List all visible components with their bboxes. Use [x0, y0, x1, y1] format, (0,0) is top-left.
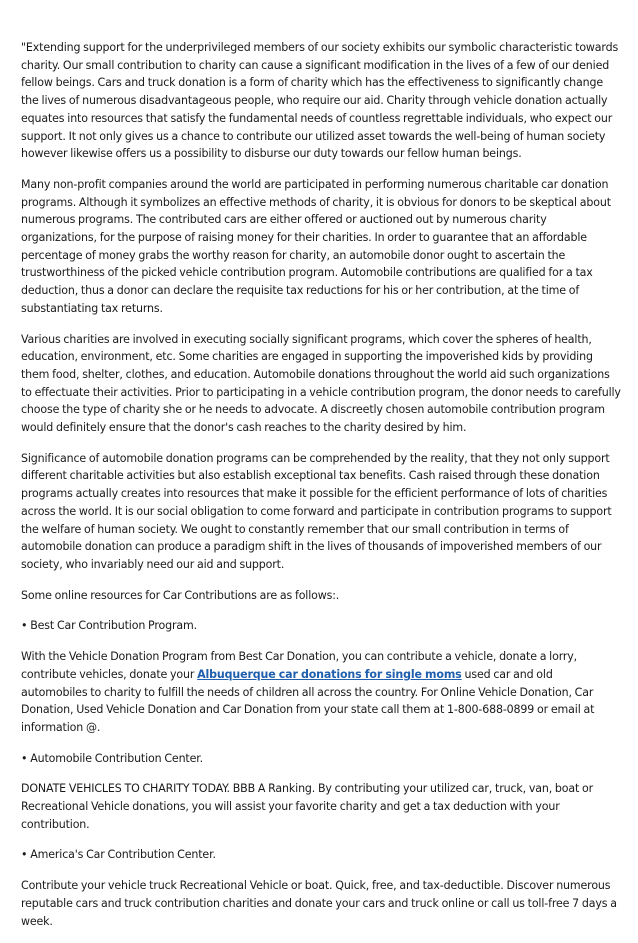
- paragraph-contribute-vehicle: Contribute your vehicle truck Recreational Vehicle or boat. Quick, free, and tax-deductible. Discover numerous reputable cars and truck contribution charities and donate your cars and truck online or call us toll-free 7 days a week.: [21, 879, 617, 928]
- bullet-americas-car-contribution-center: • America's Car Contribution Center.: [21, 848, 216, 862]
- paragraph-charities: Various charities are involved in executing socially significant programs, which cover the spheres of health, education, environment, etc. Some charities are engaged in supporting the impoverished kids by providing them food, shelter, clothes, and education. Automobile donations throughout the world aid such organizations to effectuate their activities. Prior to participating in a vehicle contribution program, the donor needs to carefully choose the type of charity she or he needs to advocate. A discreetly chosen automobile contribution program would definitely ensure that the donor's cash reaches to the charity desired by him.: [21, 332, 621, 435]
- paragraph-non-profits: Many non-profit companies around the world are participated in performing numerous charitable car donation programs. Although it symbolizes an effective methods of charity, it is obvious for donors to be skeptical about numerous programs. The contributed cars are either offered or auctioned out by numerous charity organizations, for the purpose of raising money for their charities. In order to guarantee that an affordable percentage of money grabs the worthy reason for charity, an automobile donor ought to ascertain the trustworthiness of the picked vehicle contribution program. Automobile contributions are qualified for a tax deduction, thus a donor can declare the requisite tax reductions for his or her contribution, at the time of substantiating tax returns.: [21, 177, 611, 315]
- paragraph-donate-vehicles: DONATE VEHICLES TO CHARITY TODAY. BBB A Ranking. By contributing your utilized car, truck, van, boat or Recreational Vehicle donations, you will assist your favorite charity and get a tax deduction with your contribution.: [21, 782, 594, 831]
- albuquerque-donations-link[interactable]: Albuquerque car donations for single moms: [197, 667, 462, 681]
- document-body: [21, 39, 621, 943]
- paragraph-resources-intro: Some online resources for Car Contributions are as follows:.: [21, 588, 340, 602]
- text-after-link: used car and old automobiles to charity to fulfill the needs of children all across the country. For Online Vehicle Donation, Car Donation, Used Vehicle Donation and Car Donation from your state call them at 1-800-688-0899 or email at information @.: [21, 667, 595, 734]
- bullet-best-car-contribution: • Best Car Contribution Program.: [21, 619, 197, 633]
- text-before-link: With the Vehicle Donation Program from Best Car Donation, you can contribute a vehicle, donate a lorry, contribute vehicles, donate your: [21, 650, 578, 681]
- paragraph-best-car-donation: [21, 648, 621, 737]
- paragraph-intro: "Extending support for the underprivileged members of our society exhibits our symbolic characteristic towards charity. Our small contribution to charity can cause a significant modification in the lives of a few of our denied fellow beings. Cars and truck donation is a form of charity which has the effectiveness to significantly change the lives of numerous disadvantageous people, who require our aid. Charity through vehicle donation actually equates into resources that satisfy the fundamental needs of countless regrettable individuals, who expect our support. It not only gives us a chance to contribute our utilized asset towards the well-being of human society however likewise offers us a possibility to disburse our duty towards our fellow human beings.: [21, 41, 619, 161]
- bullet-automobile-contribution-center: • Automobile Contribution Center.: [21, 751, 203, 765]
- paragraph-significance: Significance of automobile donation programs can be comprehended by the reality, that they not only support different charitable activities but also establish exceptional tax benefits. Cash raised through these donation programs actually creates into resources that make it possible for the efficient performance of lots of charities across the world. It is our social obligation to come forward and participate in contribution programs to support the welfare of human society. We ought to constantly remember that our small contribution in terms of automobile donation can produce a paradigm shift in the lives of thousands of impoverished members of our society, who invariably need our aid and support.: [21, 451, 612, 571]
